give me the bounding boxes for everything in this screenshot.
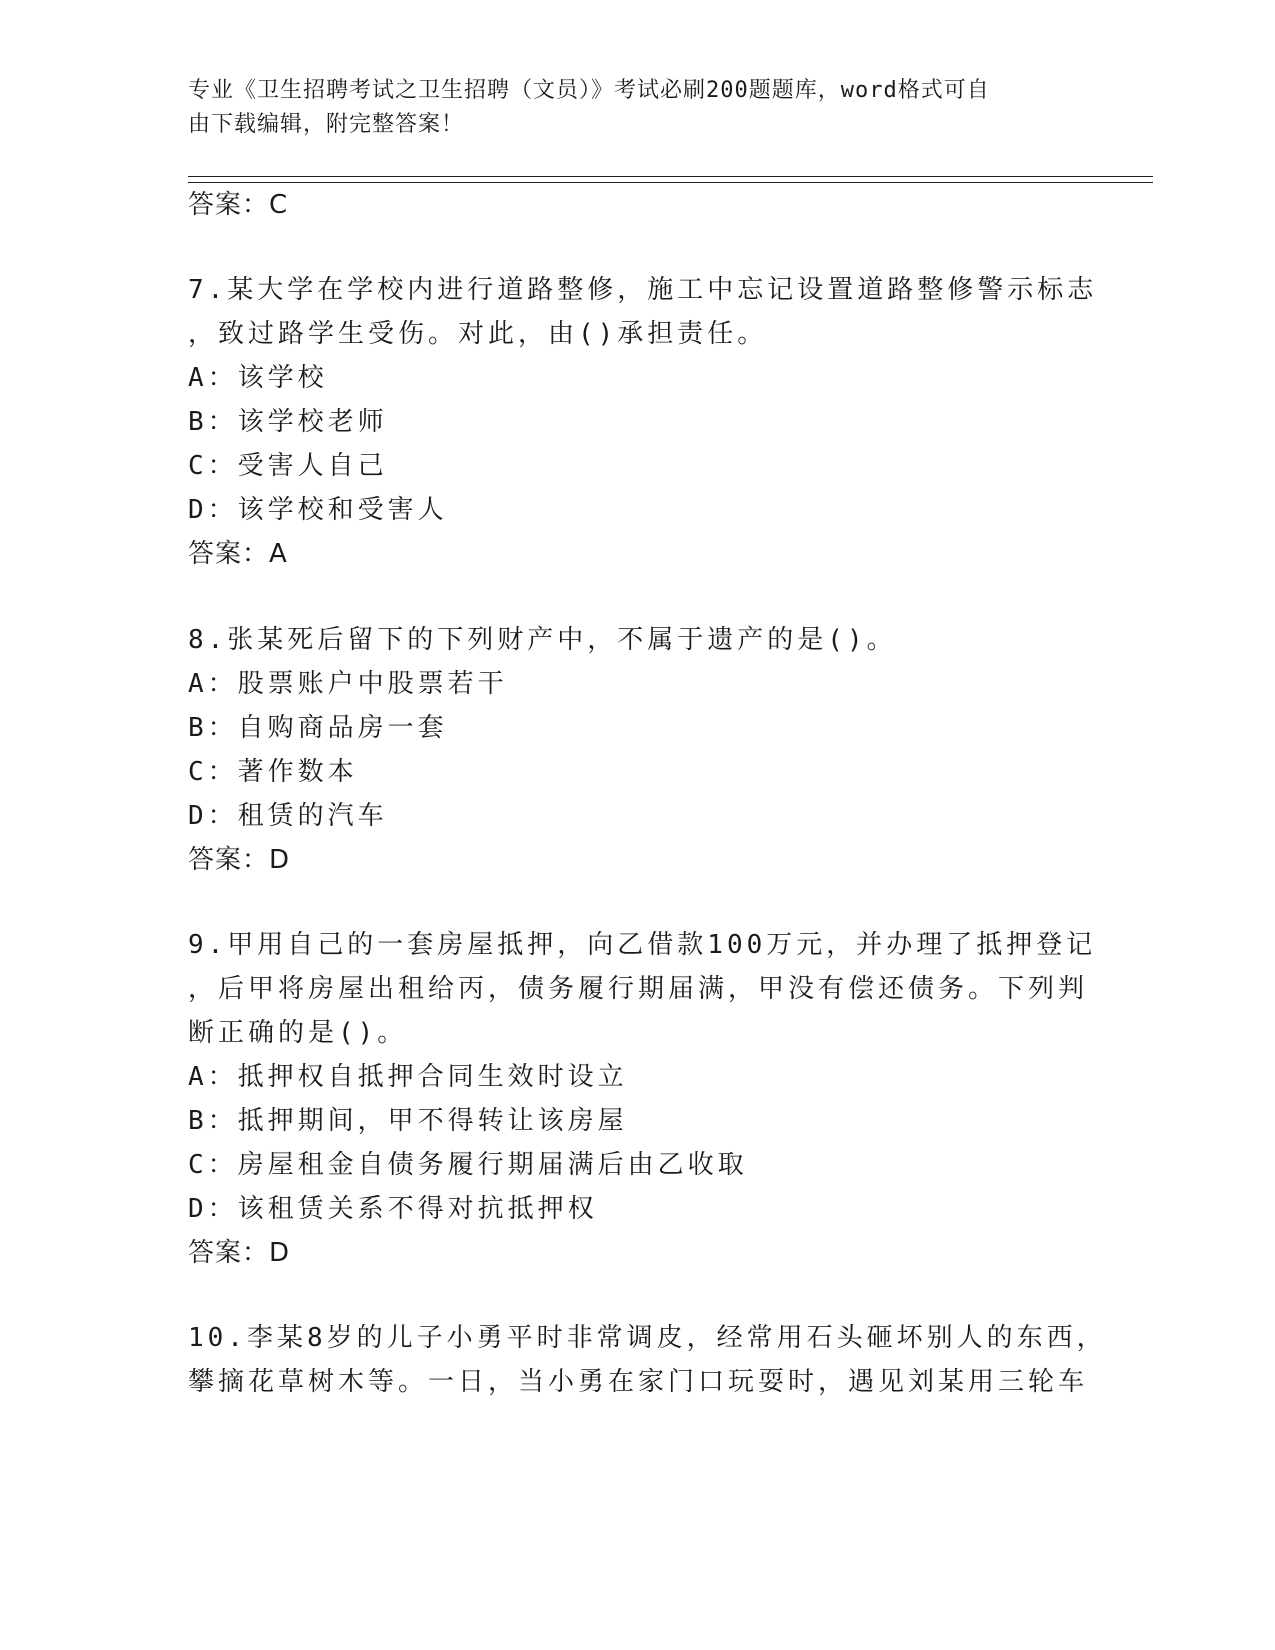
document-header (188, 74, 1068, 142)
q7-option-b: B：该学校老师 (188, 407, 388, 437)
q7-option-d: D：该学校和受害人 (188, 495, 448, 525)
q9-option-a: A：抵押权自抵押合同生效时设立 (188, 1062, 628, 1092)
q7-option-a: A：该学校 (188, 363, 328, 393)
q9-option-b: B：抵押期间，甲不得转让该房屋 (188, 1106, 628, 1136)
header-line-2: 由下载编辑，附完整答案！ (188, 112, 465, 137)
q8-answer: 答案：D (188, 845, 291, 875)
q8-option-c: C：著作数本 (188, 757, 358, 787)
q9-stem-line-3: 断正确的是()。 (188, 1018, 408, 1048)
q7-stem-line-1: 7.某大学在学校内进行道路整修，施工中忘记设置道路整修警示标志 (188, 275, 1098, 305)
q9-answer: 答案：D (188, 1238, 291, 1268)
q9-stem-line-2: ，后甲将房屋出租给丙，债务履行期届满，甲没有偿还债务。下列判 (188, 974, 1089, 1004)
q9-option-d: D：该租赁关系不得对抗抵押权 (188, 1194, 598, 1224)
q10-stem-line-1: 10.李某8岁的儿子小勇平时非常调皮，经常用石头砸坏别人的东西， (188, 1323, 1107, 1353)
header-divider-top (188, 176, 1153, 177)
q10-stem-line-2: 攀摘花草树木等。一日，当小勇在家门口玩耍时，遇见刘某用三轮车 (188, 1367, 1089, 1397)
q7-answer: 答案：A (188, 539, 288, 569)
q9-stem-line-1: 9.甲用自己的一套房屋抵押，向乙借款100万元，并办理了抵押登记 (188, 930, 1097, 960)
q8-option-a: A：股票账户中股票若干 (188, 669, 508, 699)
header-divider-bottom (188, 182, 1153, 183)
q8-stem-line-1: 8.张某死后留下的下列财产中，不属于遗产的是()。 (188, 625, 897, 655)
q6-answer: 答案：C (188, 190, 289, 220)
q9-option-c: C：房屋租金自债务履行期届满后由乙收取 (188, 1150, 748, 1180)
q8-option-d: D：租赁的汽车 (188, 801, 388, 831)
q8-option-b: B：自购商品房一套 (188, 713, 448, 743)
header-line-1: 专业《卫生招聘考试之卫生招聘（文员）》考试必刷200题题库，word格式可自 (188, 78, 990, 103)
q7-stem-line-2: ，致过路学生受伤。对此，由()承担责任。 (188, 319, 768, 349)
q7-option-c: C：受害人自己 (188, 451, 388, 481)
